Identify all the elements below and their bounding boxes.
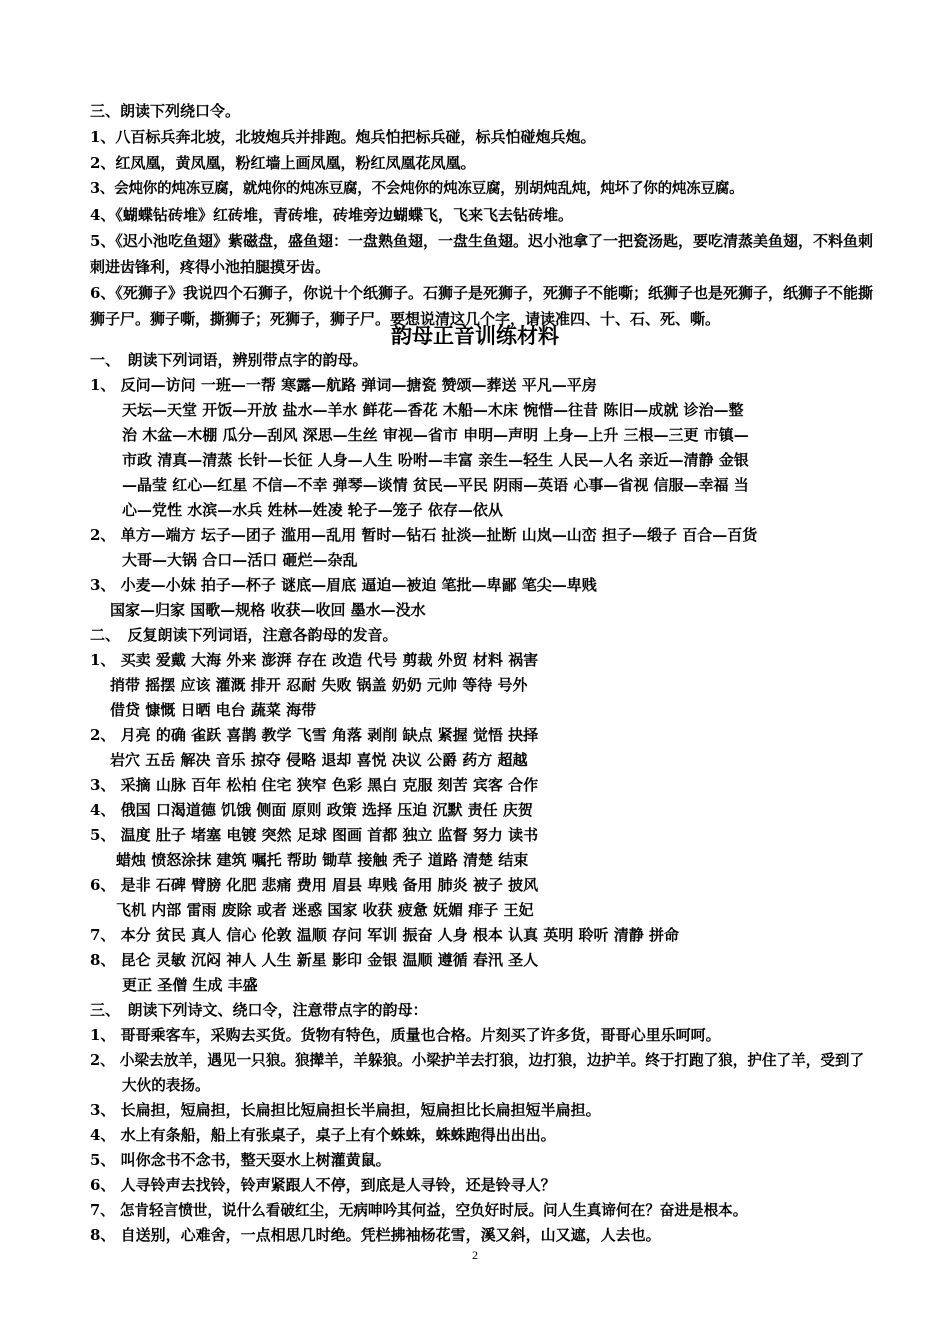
word-line: 3、 小麦—小妹 拍子—杯子 谜底—眉底 逼迫—被迫 笔批—卑鄙 笔尖—卑贱 [90, 576, 597, 594]
word-line: 4、 俄国 口渴道德 饥饿 侧面 原则 政策 选择 压迫 沉默 责任 庆贺 [90, 801, 533, 819]
poem-line: 5、 叫你念书不念书，整天耍水上树灌黄鼠。 [90, 1151, 391, 1169]
section-heading: 二、 反复朗读下列词语，注意各韵母的发音。 [90, 626, 398, 644]
section-heading: 一、 朗读下列词语，辨别带点字的韵母。 [90, 351, 368, 369]
word-line: 3、 采摘 山脉 百年 松柏 住宅 狭窄 色彩 黑白 克服 刻苦 宾客 合作 [90, 776, 539, 794]
tongue-twister-item: 6、《死狮子》我说四个石狮子，你说十个纸狮子。石狮子是死狮子，死狮子不能嘶；纸狮子也是死狮子，纸狮子不能撕狮子尸。狮子嘶，撕狮子；死狮子，狮子尸。要想说清这几个字，请读准四、十、石、死、嘶。 [90, 284, 873, 328]
word-line: 治 木盆—木棚 瓜分—刮风 深思—生丝 审视—省市 申明—声明 上身—上升 三根—三更 市镇— [122, 426, 749, 444]
poem-line: 1、 哥哥乘客车，采购去买货。货物有特色，质量也合格。片刻买了许多货，哥哥心里乐呵呵。 [90, 1026, 721, 1044]
word-line: 借贷 慷慨 日晒 电台 蔬菜 海带 [110, 701, 317, 719]
page-title: 韵母正音训练材料 [391, 323, 559, 348]
word-line: 2、 月亮 的确 雀跃 喜鹊 教学 飞雪 角落 剥削 缺点 紧握 觉悟 抉择 [90, 726, 539, 744]
word-line: 岩穴 五岳 解决 音乐 掠夺 侵略 退却 喜悦 决议 公爵 药方 超越 [110, 751, 528, 769]
word-line: 8、 昆仑 灵敏 沉闷 神人 人生 新星 影印 金银 温顺 遵循 春汛 圣人 [90, 951, 539, 969]
word-line: 国家—归家 国歌—规格 收获—收回 墨水—没水 [110, 601, 426, 619]
word-line: 大哥—大锅 合口—活口 砸烂—杂乱 [122, 551, 358, 569]
word-line: 1、 买卖 爱戴 大海 外来 澎湃 存在 改造 代号 剪裁 外贸 材料 祸害 [90, 651, 539, 669]
poem-line: 2、 小梁去放羊，遇见一只狼。狼撵羊，羊躲狼。小梁护羊去打狼，边打狼，边护羊。终于打跑了狼，护住了羊，受到了大伙的表扬。 [90, 1052, 865, 1094]
section-heading: 三、 朗读下列诗文、绕口令，注意带点字的韵母： [90, 1001, 428, 1019]
tongue-twister-item: 5、《迟小池吃鱼翅》紫磁盘，盛鱼翅：一盘熟鱼翅，一盘生鱼翅。迟小池拿了一把瓷汤匙，要吃清蒸美鱼翅，不料鱼刺刺进齿锋利，疼得小池拍腿摸牙齿。 [90, 232, 873, 276]
word-line: 市政 清真—清蒸 长针—长征 人身—人生 吩咐—丰富 亲生—轻生 人民—人名 亲近—清静 金银 [122, 451, 749, 469]
poem-line: 6、 人寻铃声去找铃，铃声紧跟人不停，到底是人寻铃，还是铃寻人？ [90, 1176, 556, 1194]
poem-line: 4、 水上有条船，船上有张桌子，桌子上有个蛛蛛，蛛蛛跑得出出出。 [90, 1126, 556, 1144]
word-line: 2、 单方—端方 坛子—团子 滥用—乱用 暂时—钻石 扯淡—扯断 山岚—山峦 担子—缎子 百合—百货 [90, 526, 758, 544]
word-line: 捎带 摇摆 应该 灌溉 排开 忍耐 失败 锅盖 奶奶 元帅 等待 号外 [110, 676, 528, 694]
tongue-twister-item: 4、《蝴蝶钻砖堆》红砖堆，青砖堆，砖堆旁边蝴蝶飞，飞来飞去钻砖堆。 [90, 206, 573, 224]
word-line: 心—党性 水滨—水兵 姓林—姓凌 轮子—笼子 依存—依从 [122, 501, 503, 519]
poem-line: 3、 长扁担，短扁担，长扁担比短扁担长半扁担，短扁担比长扁担短半扁担。 [90, 1101, 601, 1119]
poem-line: 7、 怎肯轻言愤世，说什么看破红尘，无病呻吟其何益，空负好时辰。问人生真谛何在？奋进是根本。 [90, 1202, 748, 1219]
word-line: 天坛—天堂 开饭—开放 盐水—羊水 鲜花—香花 木船—木床 惋惜—往昔 陈旧—成就 诊治—整 [122, 401, 744, 419]
word-line: 5、 温度 肚子 堵塞 电镀 突然 足球 图画 首都 独立 监督 努力 读书 [90, 826, 539, 844]
word-line: 7、 本分 贫民 真人 信心 伦敦 温顺 存问 军训 振奋 人身 根本 认真 英明 聆听 清静 拼命 [90, 926, 679, 944]
word-line: 蜡烛 愤怒涂抹 建筑 嘱托 帮助 锄草 接触 秃子 道路 清楚 结束 [116, 851, 529, 869]
word-line: 6、 是非 石碑 臂膀 化肥 悲痛 费用 眉县 卑贱 备用 肺炎 被子 披风 [90, 876, 539, 894]
poem-line: 8、 自送别，心难舍，一点相思几时绝。凭栏拂袖杨花雪，溪又斜，山又遮，人去也。 [90, 1226, 661, 1244]
word-line: 飞机 内部 雷雨 废除 或者 迷惑 国家 收获 疲惫 妩媚 痱子 王妃 [116, 901, 534, 919]
word-line: 更正 圣僧 生成 丰盛 [122, 976, 258, 994]
word-line: 1、 反问—访问 一班—一帮 寒露—航路 弹词—搪瓷 赞颂—葬送 平凡—平房 [90, 376, 597, 394]
section-heading: 三、朗读下列绕口令。 [90, 102, 241, 120]
vowel-training-section [90, 348, 875, 1248]
tongue-twister-item: 3、会炖你的炖冻豆腐，就炖你的炖冻豆腐，不会炖你的炖冻豆腐，别胡炖乱炖，炖坏了你的炖冻豆腐。 [90, 180, 744, 197]
tongue-twister-item: 2、红凤凰，黄凤凰，粉红墙上画凤凰，粉红凤凰花凤凰。 [90, 154, 476, 172]
word-line: —晶莹 红心—红星 不信—不幸 弹琴—谈情 贫民—平民 阴雨—英语 心事—省视 信服—幸福 当 [122, 476, 749, 494]
tongue-twister-item: 1、八百标兵奔北坡，北坡炮兵并排跑。炮兵怕把标兵碰，标兵怕碰炮兵炮。 [90, 128, 596, 146]
tongue-twister-section [90, 98, 875, 332]
page-number: 2 [472, 1248, 478, 1262]
